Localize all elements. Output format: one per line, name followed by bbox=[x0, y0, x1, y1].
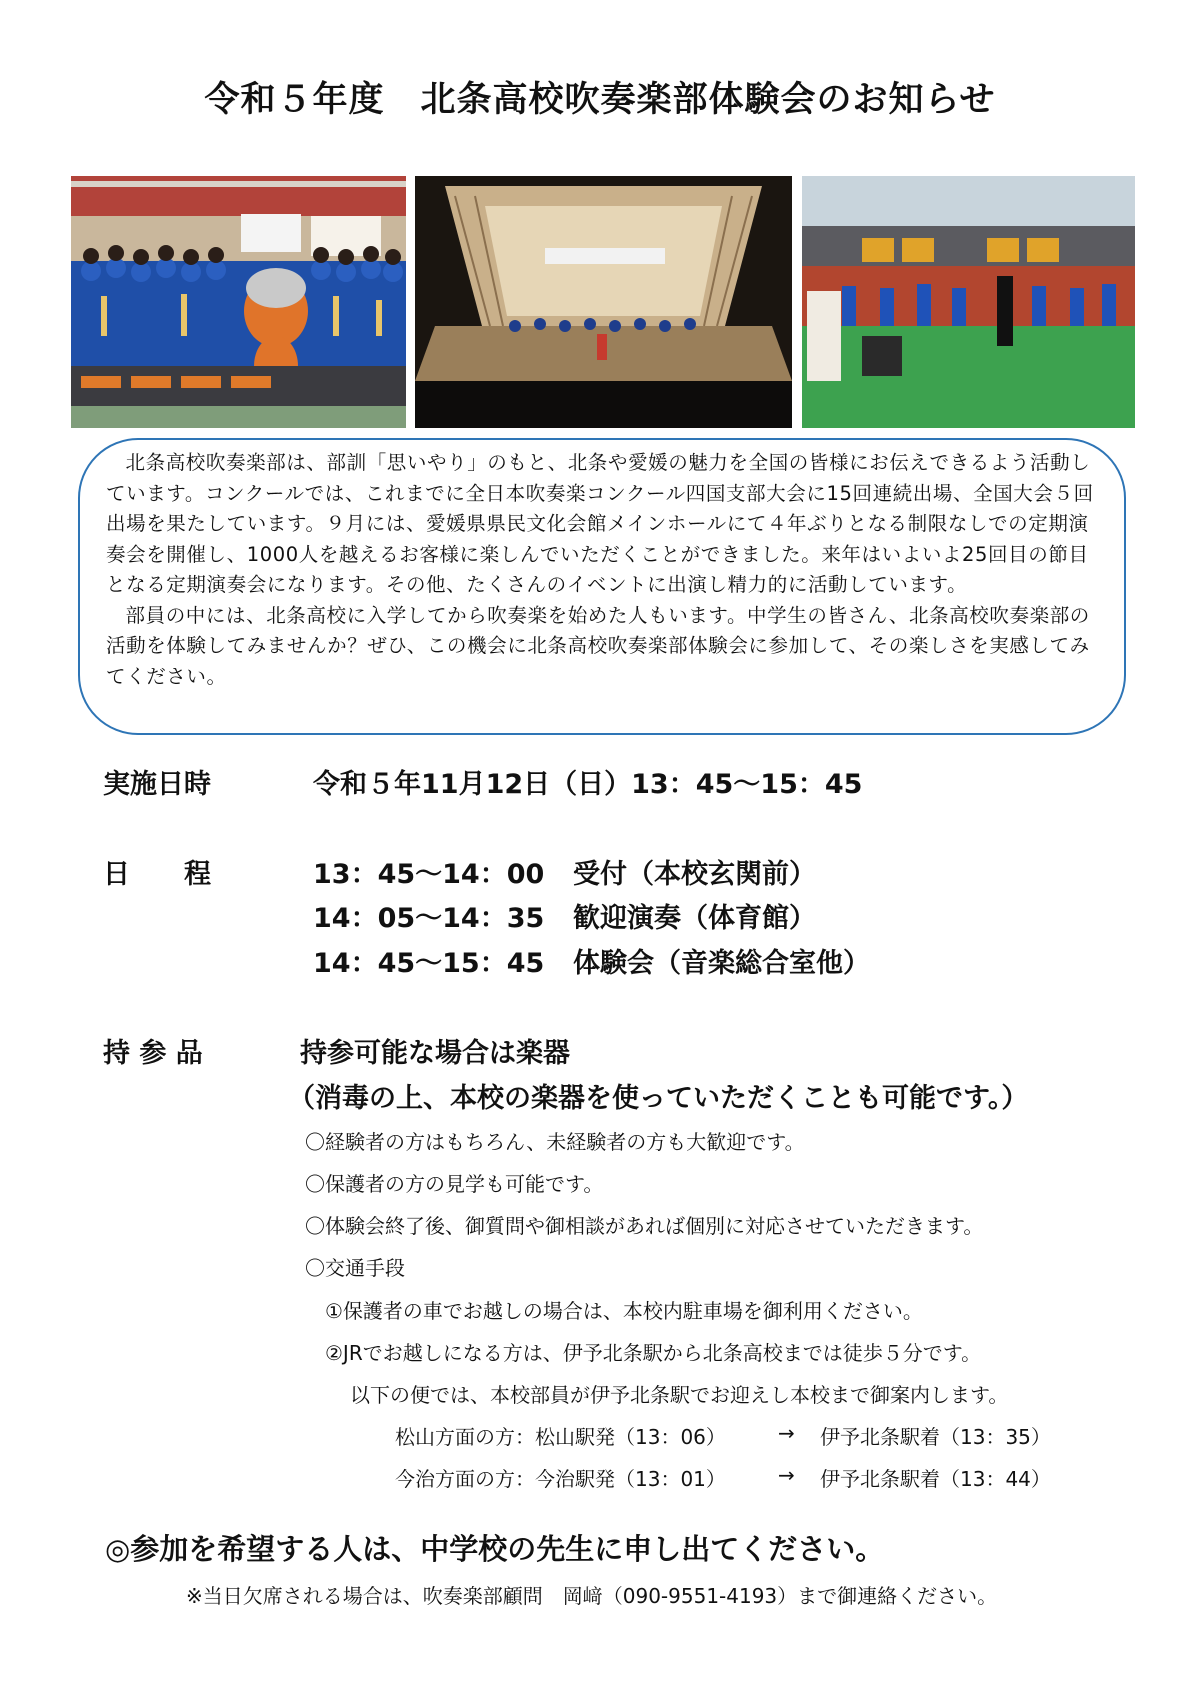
train-imabari-to: 伊予北条駅着（13：44） bbox=[820, 1467, 1051, 1491]
note-experience: 〇経験者の方はもちろん、未経験者の方も大歓迎です。 bbox=[305, 1130, 805, 1154]
train-matsuyama-to: 伊予北条駅着（13：35） bbox=[820, 1425, 1051, 1449]
concert-hall-photo-icon bbox=[415, 176, 792, 428]
train-matsuyama-arrow: → bbox=[778, 1421, 795, 1445]
band-group-photo-icon bbox=[71, 176, 406, 428]
intro-paragraph-1: 北条高校吹奏楽部は、部訓「思いやり」のもと、北条や愛媛の魅力を全国の皆様にお伝えできるよう活動しています。コンクールでは、これまでに全日本吹奏楽コンクール四国支部大会に15回連続出場、全国大会５回出場を果たしています。９月には、愛媛県県民文化会館メインホールにて４年ぶりとなる制限なしでの定期演奏会を開催し、1000人を越えるお客様に楽しんでいただくことができました。来年はいよいよ25回目の節目となる定期演奏会になります。その他、たくさんのイベントに出演し精力的に活動しています。 bbox=[106, 451, 1094, 596]
schedule-activity-1: 受付（本校玄関前） bbox=[573, 859, 816, 890]
schedule-time-3: 14：45～15：45 bbox=[313, 948, 545, 979]
intro-paragraph-2: 部員の中には、北条高校に入学してから吹奏楽を始めた人もいます。中学生の皆さん、北条高校吹奏楽部の活動を体験してみませんか？ぜひ、この機会に北条高校吹奏楽部体験会に参加して、その楽しさを実感してみてください。 bbox=[106, 603, 1090, 688]
intro-text bbox=[106, 448, 1102, 692]
note-pickup: 以下の便では、本校部員が伊予北条駅でお迎えし本校まで御案内します。 bbox=[350, 1383, 1009, 1407]
schedule-time-2: 14：05～14：35 bbox=[313, 903, 545, 934]
contact-note: ※当日欠席される場合は、吹奏楽部顧問 岡﨑（090-9551-4193）まで御連絡ください。 bbox=[186, 1584, 998, 1608]
stadium-performance-photo-icon bbox=[802, 176, 1135, 428]
train-imabari-arrow: → bbox=[778, 1463, 795, 1487]
note-transport-jr: ②JRでお越しになる方は、伊予北条駅から北条高校までは徒歩５分です。 bbox=[325, 1341, 982, 1365]
train-matsuyama-from: 松山方面の方：松山駅発（13：06） bbox=[395, 1425, 726, 1449]
schedule-activity-3: 体験会（音楽総合室他） bbox=[573, 948, 870, 979]
date-value: 令和５年11月12日（日）13：45～15：45 bbox=[313, 769, 863, 800]
train-imabari-from: 今治方面の方：今治駅発（13：01） bbox=[395, 1467, 726, 1491]
schedule-label: 日 程 bbox=[103, 859, 211, 890]
bring-value: 持参可能な場合は楽器 bbox=[300, 1038, 570, 1069]
page-title: 令和５年度 北条高校吹奏楽部体験会のお知らせ bbox=[204, 80, 996, 120]
call-to-action: ◎参加を希望する人は、中学校の先生に申し出てください。 bbox=[105, 1532, 885, 1566]
bring-note: （消毒の上、本校の楽器を使っていただくことも可能です。） bbox=[288, 1083, 1029, 1114]
date-label: 実施日時 bbox=[103, 769, 211, 800]
note-transport-car: ①保護者の車でお越しの場合は、本校内駐車場を御利用ください。 bbox=[325, 1299, 923, 1323]
note-guardian: 〇保護者の方の見学も可能です。 bbox=[305, 1172, 604, 1196]
schedule-activity-2: 歓迎演奏（体育館） bbox=[573, 903, 816, 934]
note-transport-heading: 〇交通手段 bbox=[305, 1256, 405, 1280]
note-consultation: 〇体験会終了後、御質問や御相談があれば個別に対応させていただきます。 bbox=[305, 1214, 984, 1238]
bring-label: 持 参 品 bbox=[103, 1038, 203, 1069]
schedule-time-1: 13：45～14：00 bbox=[313, 859, 545, 890]
